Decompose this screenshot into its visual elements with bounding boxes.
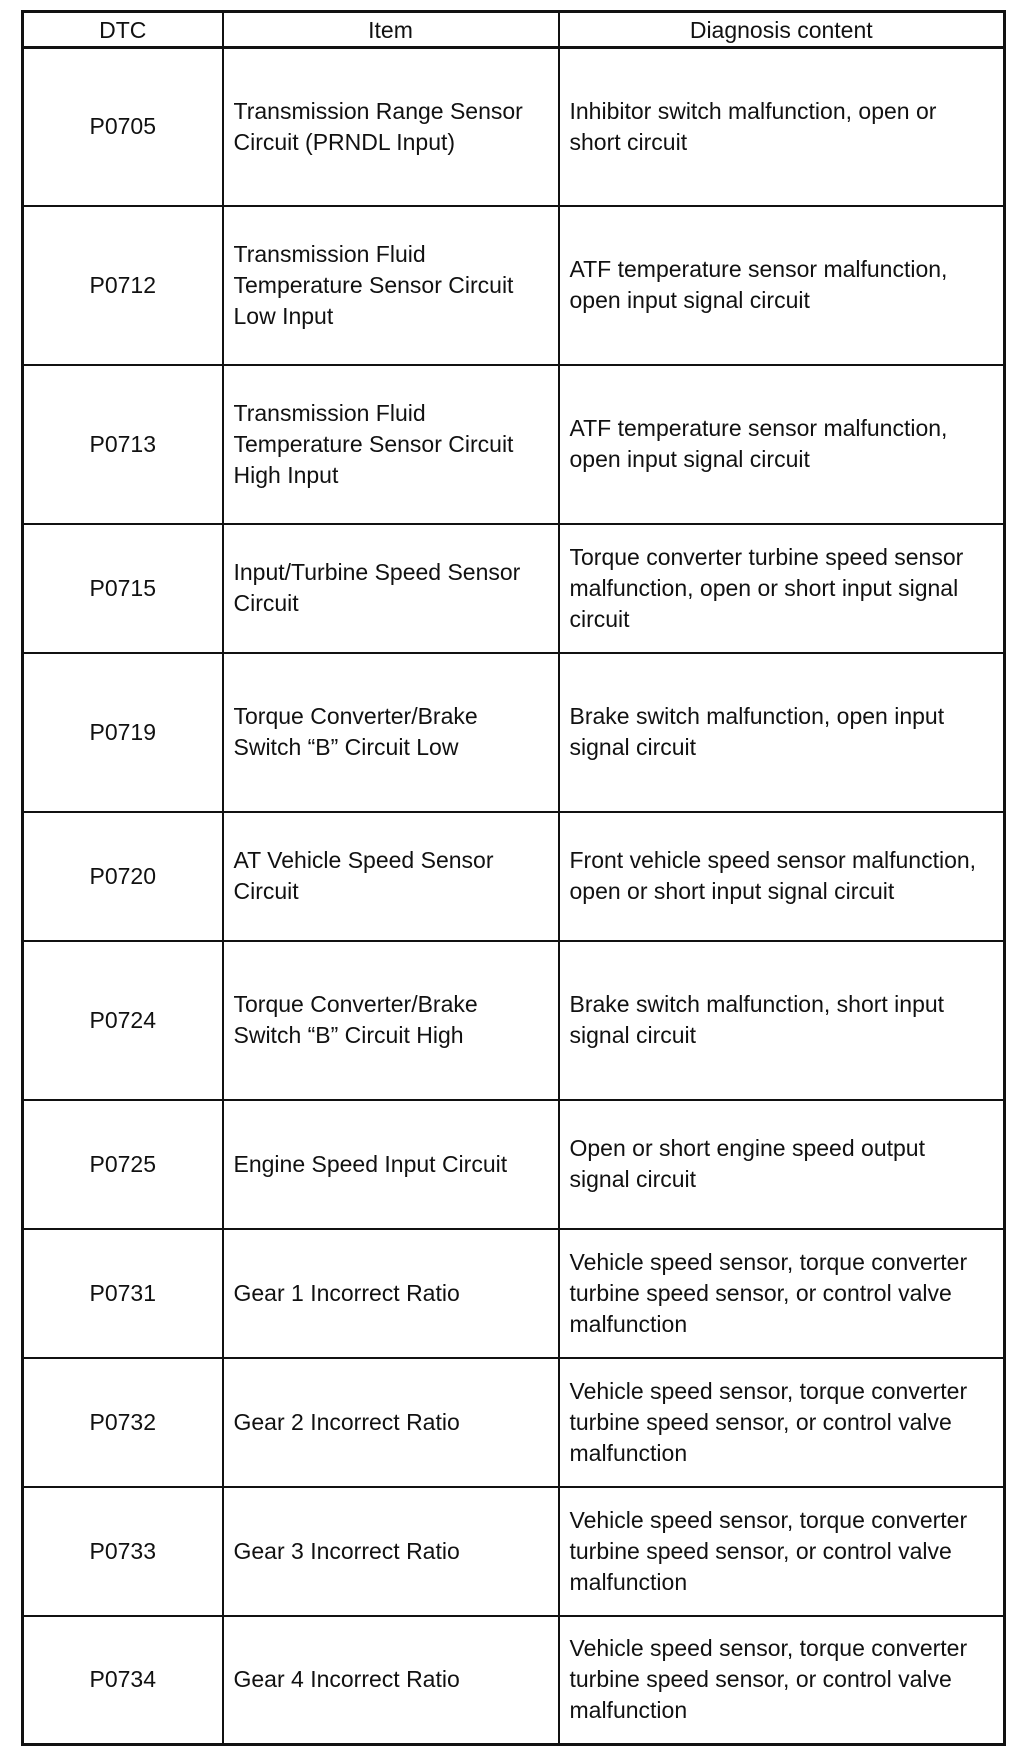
dtc-diagnosis: Vehicle speed sensor, torque converter turbine speed sensor, or control valve malfunction xyxy=(559,1487,1005,1616)
table-row xyxy=(23,1487,1005,1616)
dtc-code: P0731 xyxy=(23,1229,223,1358)
dtc-item: Transmission Fluid Temperature Sensor Circuit High Input xyxy=(223,365,559,524)
dtc-item: Torque Converter/Brake Switch “B” Circuit High xyxy=(223,941,559,1100)
dtc-code: P0712 xyxy=(23,206,223,365)
dtc-code: P0720 xyxy=(23,812,223,941)
dtc-code: P0734 xyxy=(23,1616,223,1745)
table-row xyxy=(23,365,1005,524)
header-dtc: DTC xyxy=(23,12,223,48)
dtc-table xyxy=(21,10,1006,1746)
dtc-code: P0705 xyxy=(23,48,223,206)
dtc-diagnosis: ATF temperature sensor malfunction, open input signal circuit xyxy=(559,365,1005,524)
dtc-diagnosis: Torque converter turbine speed sensor malfunction, open or short input signal circuit xyxy=(559,524,1005,653)
dtc-item: Gear 4 Incorrect Ratio xyxy=(223,1616,559,1745)
table-row xyxy=(23,524,1005,653)
dtc-diagnosis: Vehicle speed sensor, torque converter turbine speed sensor, or control valve malfunction xyxy=(559,1358,1005,1487)
dtc-item: Input/Turbine Speed Sensor Circuit xyxy=(223,524,559,653)
table-row xyxy=(23,941,1005,1100)
table-row xyxy=(23,206,1005,365)
dtc-code: P0733 xyxy=(23,1487,223,1616)
table-row xyxy=(23,1358,1005,1487)
dtc-item: Torque Converter/Brake Switch “B” Circuit Low xyxy=(223,653,559,812)
dtc-diagnosis: Vehicle speed sensor, torque converter turbine speed sensor, or control valve malfunction xyxy=(559,1616,1005,1745)
header-row xyxy=(23,12,1005,48)
dtc-diagnosis: Brake switch malfunction, short input signal circuit xyxy=(559,941,1005,1100)
dtc-code: P0724 xyxy=(23,941,223,1100)
header-diagnosis: Diagnosis content xyxy=(559,12,1005,48)
table-row xyxy=(23,812,1005,941)
table-body xyxy=(23,48,1005,1745)
dtc-diagnosis: Inhibitor switch malfunction, open or short circuit xyxy=(559,48,1005,206)
dtc-code: P0713 xyxy=(23,365,223,524)
dtc-item: Transmission Fluid Temperature Sensor Circuit Low Input xyxy=(223,206,559,365)
header-item: Item xyxy=(223,12,559,48)
dtc-diagnosis: ATF temperature sensor malfunction, open input signal circuit xyxy=(559,206,1005,365)
table-row xyxy=(23,48,1005,206)
dtc-diagnosis: Vehicle speed sensor, torque converter turbine speed sensor, or control valve malfunction xyxy=(559,1229,1005,1358)
dtc-code: P0732 xyxy=(23,1358,223,1487)
dtc-item: AT Vehicle Speed Sensor Circuit xyxy=(223,812,559,941)
table-header xyxy=(23,12,1005,48)
table-row xyxy=(23,1229,1005,1358)
dtc-item: Engine Speed Input Circuit xyxy=(223,1100,559,1229)
dtc-item: Gear 3 Incorrect Ratio xyxy=(223,1487,559,1616)
dtc-item: Transmission Range Sensor Circuit (PRNDL Input) xyxy=(223,48,559,206)
dtc-code: P0715 xyxy=(23,524,223,653)
table-row xyxy=(23,1100,1005,1229)
dtc-code: P0719 xyxy=(23,653,223,812)
dtc-diagnosis: Open or short engine speed output signal circuit xyxy=(559,1100,1005,1229)
dtc-diagnosis: Brake switch malfunction, open input signal circuit xyxy=(559,653,1005,812)
table-row xyxy=(23,1616,1005,1745)
dtc-item: Gear 2 Incorrect Ratio xyxy=(223,1358,559,1487)
dtc-item: Gear 1 Incorrect Ratio xyxy=(223,1229,559,1358)
dtc-diagnosis: Front vehicle speed sensor malfunction, open or short input signal circuit xyxy=(559,812,1005,941)
table-row xyxy=(23,653,1005,812)
dtc-code: P0725 xyxy=(23,1100,223,1229)
